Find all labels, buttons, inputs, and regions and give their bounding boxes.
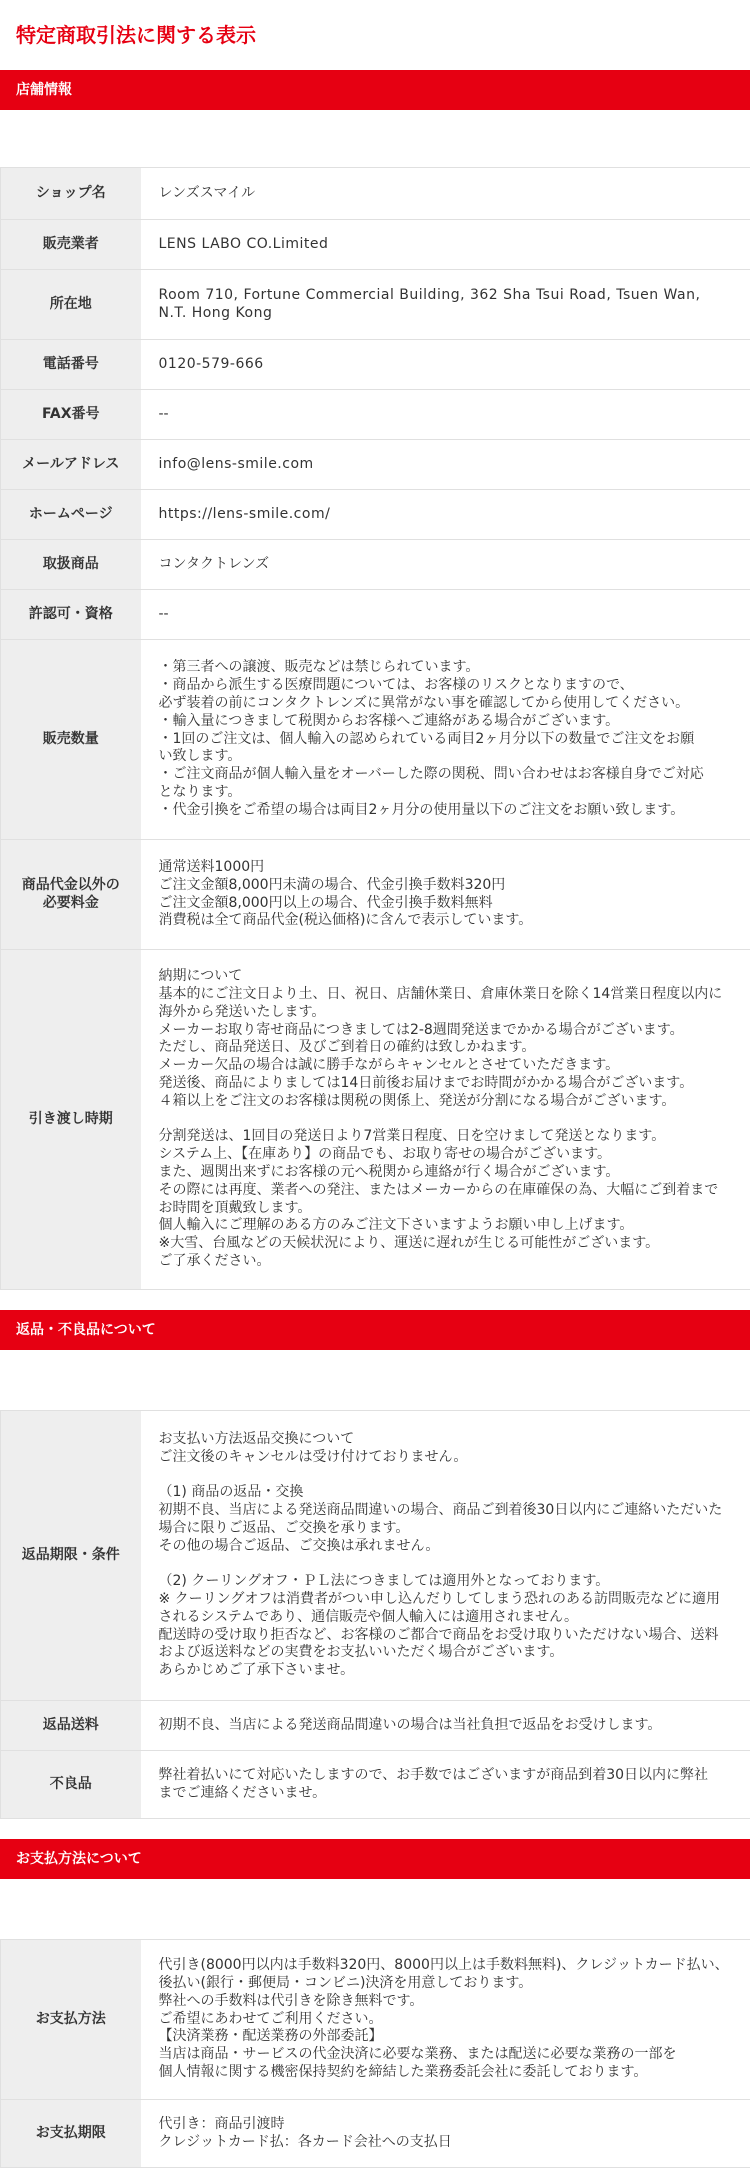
- row-label: 引き渡し時期: [1, 950, 141, 1290]
- table-row: [1, 340, 750, 390]
- table-row: [1, 950, 750, 1290]
- row-label: 電話番号: [1, 340, 141, 390]
- table-row: [1, 640, 750, 840]
- row-value[interactable]: https://lens-smile.com/: [141, 490, 750, 540]
- row-label: 販売数量: [1, 640, 141, 840]
- row-label: 返品期限・条件: [1, 1411, 141, 1701]
- row-label: ショップ名: [1, 168, 141, 220]
- row-value: Room 710, Fortune Commercial Building, 362 Sha Tsui Road, Tsuen Wan, N.T. Hong Kong: [141, 270, 750, 340]
- row-label: 許認可・資格: [1, 590, 141, 640]
- row-label: 販売業者: [1, 220, 141, 270]
- row-label: お支払方法: [1, 1940, 141, 2100]
- row-value: 0120-579-666: [141, 340, 750, 390]
- table-row: [1, 2100, 750, 2168]
- row-label: 不良品: [1, 1751, 141, 1819]
- table-row: [1, 220, 750, 270]
- page-title: 特定商取引法に関する表示: [0, 0, 750, 70]
- row-label: ホームページ: [1, 490, 141, 540]
- table-row: [1, 490, 750, 540]
- table-row: [1, 270, 750, 340]
- row-value: レンズスマイル: [141, 168, 750, 220]
- row-value: 納期について 基本的にご注文日より土、日、祝日、店舗休業日、倉庫休業日を除く14営業日程度以内に 海外から発送いたします。 メーカーお取り寄せ商品につきましては2-8週間発送までかかる場合がございます。 ただし、商品発送日、及びご到着日の確約は致しかねます。 メーカー欠品の場合は誠に勝手ながらキャンセルとさせていただきます。 発送後、商品によりましては14日前後お届けまでお時間がかかる場合がございます。 ４箱以上をご注文のお客様は関税の関係上、発送が分割になる場合がございます。 分割発送は、1回目の発送日より7営業日程度、日を空けまして発送となります。 システム上、【在庫あり】の商品でも、お取り寄せの場合がございます。 また、週関出来ずにお客様の元へ税関から連絡が行く場合がございます。 その際には再度、業者への発注、またはメーカーからの在庫確保の為、大幅にご到着まで お時間を頂戴致します。 個人輸入にご理解のある方のみご注文下さいますようお願い申し上げます。 ※大雪、台風などの天候状況により、運送に遅れが生じる可能性がございます。 ご了承ください。: [141, 950, 750, 1290]
- table-row: [1, 390, 750, 440]
- row-label: 所在地: [1, 270, 141, 340]
- table-row: [1, 1940, 750, 2100]
- row-value: 通常送料1000円 ご注文金額8,000円未満の場合、代金引換手数料320円 ご注文金額8,000円以上の場合、代金引換手数料無料 消費税は全て商品代金(税込価格)に含んで表示しています。: [141, 840, 750, 950]
- table-row: [1, 1751, 750, 1819]
- row-value: 初期不良、当店による発送商品間違いの場合は当社負担で返品をお受けします。: [141, 1701, 750, 1751]
- store-info-table: [0, 167, 750, 1290]
- payment-table: [0, 1939, 750, 2168]
- row-value: --: [141, 590, 750, 640]
- row-label: メールアドレス: [1, 440, 141, 490]
- row-label: 取扱商品: [1, 540, 141, 590]
- row-value: コンタクトレンズ: [141, 540, 750, 590]
- section-header-returns: 返品・不良品について: [0, 1310, 750, 1350]
- row-label: FAX番号: [1, 390, 141, 440]
- row-value: 弊社着払いにて対応いたしますので、お手数ではございますが商品到着30日以内に弊社 までご連絡くださいませ。: [141, 1751, 750, 1819]
- row-value: ・第三者への譲渡、販売などは禁じられています。 ・商品から派生する医療問題については、お客様のリスクとなりますので、 必ず装着の前にコンタクトレンズに異常がない事を確認してから使用してください。 ・輸入量につきまして税関からお客様へご連絡がある場合がございます。 ・1回のご注文は、個人輸入の認められている両目2ヶ月分以下の数量でご注文をお願 い致します。 ・ご注文商品が個人輸入量をオーバーした際の関税、問い合わせはお客様自身でご対応 となります。 ・代金引換をご希望の場合は両目2ヶ月分の使用量以下のご注文をお願い致します。: [141, 640, 750, 840]
- row-value: お支払い方法返品交換について ご注文後のキャンセルは受け付けておりません。 （1) 商品の返品・交換 初期不良、当店による発送商品間違いの場合、商品ご到着後30日以内にご連絡いただいた 場合に限りご返品、ご交換を承ります。 その他の場合ご返品、ご交換は承れません。 （2) クーリングオフ・ＰＬ法につきましては適用外となっております。 ※ クーリングオフは消費者がつい申し込んだりしてしまう恐れのある訪問販売などに適用 されるシステムであり、通信販売や個人輸入には適用されません。 配送時の受け取り拒否など、お客様のご都合で商品をお受け取りいただけない場合、送料 および返送料などの実費をお支払いいただく場合がございます。 あらかじめご了承下さいませ。: [141, 1411, 750, 1701]
- table-row: [1, 540, 750, 590]
- table-row: [1, 840, 750, 950]
- table-row: [1, 168, 750, 220]
- table-row: [1, 1701, 750, 1751]
- row-label: お支払期限: [1, 2100, 141, 2168]
- section-header-store-info: 店舗情報: [0, 70, 750, 110]
- returns-table: [0, 1410, 750, 1819]
- row-label: 商品代金以外の 必要料金: [1, 840, 141, 950]
- row-value: 代引き：商品引渡時 クレジットカード払：各カード会社への支払日: [141, 2100, 750, 2168]
- row-value: --: [141, 390, 750, 440]
- table-row: [1, 1411, 750, 1701]
- table-row: [1, 440, 750, 490]
- table-row: [1, 590, 750, 640]
- row-value: 代引き(8000円以内は手数料320円、8000円以上は手数料無料)、クレジットカード払い、 後払い(銀行・郵便局・コンビニ)決済を用意しております。 弊社への手数料は代引きを除き無料です。 ご希望にあわせてご利用ください。 【決済業務・配送業務の外部委託】 当店は商品・サービスの代金決済に必要な業務、または配送に必要な業務の一部を 個人情報に関する機密保持契約を締結した業務委託会社に委託しております。: [141, 1940, 750, 2100]
- section-header-payment: お支払方法について: [0, 1839, 750, 1879]
- row-label: 返品送料: [1, 1701, 141, 1751]
- row-value: LENS LABO CO.Limited: [141, 220, 750, 270]
- row-value[interactable]: info@lens-smile.com: [141, 440, 750, 490]
